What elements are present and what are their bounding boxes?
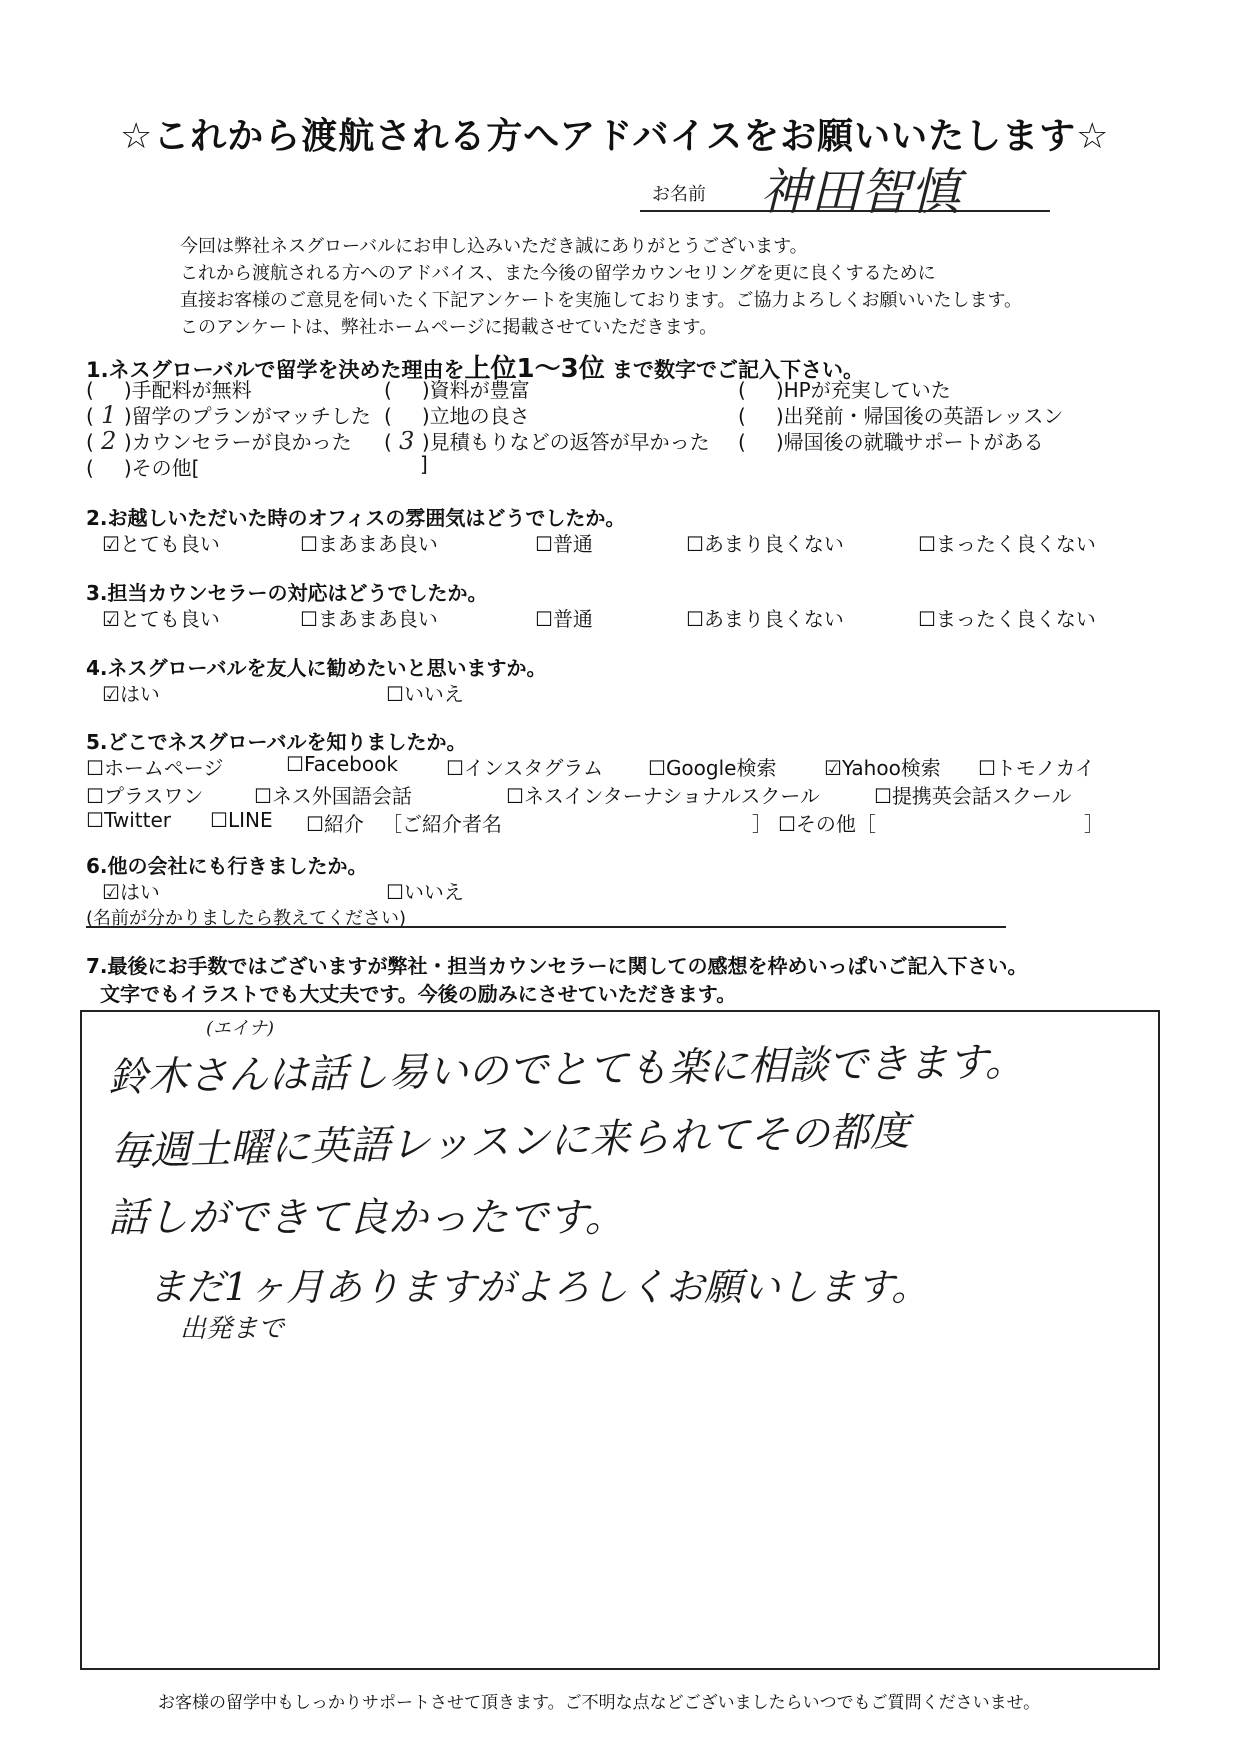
q5-option[interactable]: ☐Twitter	[86, 808, 171, 832]
name-label: お名前	[652, 184, 706, 205]
checkbox-icon[interactable]: ☐	[686, 532, 704, 556]
q5-other-close: ］	[1084, 812, 1104, 836]
q5-referrer-close: ］	[752, 812, 772, 836]
q1-option[interactable]: ( )帰国後の就職サポートがある	[738, 430, 1044, 454]
intro-line-2: これから渡航される方へのアドバイス、また今後の留学カウンセリングを更に良くするために	[180, 263, 936, 284]
checkbox-icon: ☐	[778, 812, 796, 836]
checkbox-icon[interactable]: ☐	[686, 607, 704, 631]
q5-option[interactable]: ☐Facebook	[286, 752, 398, 776]
q1-title-b: 上位1～3位	[464, 354, 605, 384]
q1-option[interactable]: ( )資料が豊富	[384, 378, 530, 402]
q6-option[interactable]: ☑はい	[102, 880, 160, 904]
q6-answer-line[interactable]	[86, 926, 1006, 928]
checkbox-icon: ☐	[86, 784, 104, 808]
q3-option[interactable]: ☐あまり良くない	[686, 607, 844, 631]
q1-title-a: 1.ネスグローバルで留学を決めた理由を	[86, 358, 465, 382]
q2-title: 2.お越しいただいた時のオフィスの雰囲気はどうでしたか。	[86, 506, 626, 530]
q5-option[interactable]: ☐LINE	[210, 808, 273, 832]
q1-option[interactable]: ( 1 )留学のプランがマッチした	[86, 401, 371, 429]
handwritten-line-4: まだ1ヶ月ありますがよろしくお願いします。	[148, 1265, 930, 1309]
q3-option[interactable]: ☐まあまあ良い	[300, 607, 438, 631]
q1-option-other[interactable]: ( )その他[	[86, 456, 200, 480]
q3-option[interactable]: ☐まったく良くない	[918, 607, 1096, 631]
checkbox-icon[interactable]: ☐	[918, 532, 936, 556]
q7-title-2: 文字でもイラストでも大丈夫です。今後の励みにさせていただきます。	[100, 982, 737, 1006]
checkbox-checked-icon[interactable]: ☑	[102, 682, 120, 706]
page-title: ☆これから渡航される方へアドバイスをお願いいたします☆	[120, 116, 1110, 157]
checkbox-icon[interactable]: ☐	[535, 532, 553, 556]
q5-title: 5.どこでネスグローバルを知りましたか。	[86, 730, 467, 754]
handwritten-line-5: 出発まで	[180, 1314, 285, 1344]
name-underline	[640, 210, 1050, 212]
q2-option[interactable]: ☐あまり良くない	[686, 532, 844, 556]
checkbox-icon: ☐	[86, 808, 104, 832]
q1-option[interactable]: ( 2 )カウンセラーが良かった	[86, 427, 352, 455]
q1-option[interactable]: ( 3 )見積もりなどの返答が早かった	[384, 427, 710, 455]
q5-option[interactable]: ☐ネスインターナショナルスクール	[506, 784, 820, 808]
checkbox-icon: ☐	[978, 756, 996, 780]
q3-option[interactable]: ☑とても良い	[102, 607, 220, 631]
q5-option[interactable]: ☐提携英会話スクール	[874, 784, 1072, 808]
checkbox-icon[interactable]: ☐	[535, 607, 553, 631]
handwritten-line-2: 毎週土曜に英語レッスンに来られてその都度	[109, 1108, 911, 1176]
q4-option[interactable]: ☐いいえ	[386, 682, 464, 706]
q6-option[interactable]: ☐いいえ	[386, 880, 464, 904]
q6-note: (名前が分かりましたら教えてください)	[86, 908, 407, 929]
checkbox-icon: ☐	[306, 812, 324, 836]
q1-option[interactable]: ( )出発前・帰国後の英語レッスン	[738, 404, 1064, 428]
footer-note: お客様の留学中もしっかりサポートさせて頂きます。ご不明な点などございましたらいつでもご質問くださいませ。	[158, 1693, 1041, 1713]
q5-option[interactable]: ☐紹介	[306, 812, 364, 836]
q5-option[interactable]: ☐Google検索	[648, 756, 777, 780]
checkbox-checked-icon[interactable]: ☑	[102, 607, 120, 631]
q5-other[interactable]: ☐その他［	[778, 812, 876, 836]
q3-title: 3.担当カウンセラーの対応はどうでしたか。	[86, 581, 488, 605]
checkbox-icon[interactable]: ☐	[386, 682, 404, 706]
checkbox-icon[interactable]: ☐	[300, 607, 318, 631]
checkbox-checked-icon[interactable]: ☑	[102, 880, 120, 904]
q2-option[interactable]: ☐普通	[535, 532, 593, 556]
checkbox-icon: ☐	[86, 756, 104, 780]
checkbox-icon: ☐	[286, 752, 304, 776]
q7-title-1: 7.最後にお手数ではございますが弊社・担当カウンセラーに関しての感想を枠めいっぱいご記入下さい。	[86, 954, 1028, 978]
q5-option[interactable]: ☐プラスワン	[86, 784, 204, 808]
checkbox-icon: ☐	[446, 756, 464, 780]
intro-line-3: 直接お客様のご意見を伺いたく下記アンケートを実施しております。ご協力よろしくお願いいたします。	[180, 290, 1023, 311]
checkbox-icon: ☐	[210, 808, 228, 832]
q6-title: 6.他の会社にも行きましたか。	[86, 854, 368, 878]
name-value: 神田智慎	[760, 163, 960, 221]
intro-line-1: 今回は弊社ネスグローバルにお申し込みいただき誠にありがとうございます。	[180, 236, 808, 257]
checkbox-checked-icon[interactable]: ☑	[102, 532, 120, 556]
q4-option[interactable]: ☑はい	[102, 682, 160, 706]
q3-option[interactable]: ☐普通	[535, 607, 593, 631]
checkbox-icon: ☐	[506, 784, 524, 808]
q1-option[interactable]: ( )手配料が無料	[86, 378, 252, 402]
checkbox-icon: ☐	[648, 756, 666, 780]
checkbox-icon: ☐	[874, 784, 892, 808]
handwritten-line-3: 話しができて良かったです。	[108, 1195, 625, 1241]
q1-option[interactable]: ( )HPが充実していた	[738, 378, 951, 402]
q2-option[interactable]: ☐まあまあ良い	[300, 532, 438, 556]
q5-option[interactable]: ☐ホームページ	[86, 756, 224, 780]
q4-title: 4.ネスグローバルを友人に勧めたいと思いますか。	[86, 656, 547, 680]
q2-option[interactable]: ☑とても良い	[102, 532, 220, 556]
handwritten-ruby: (エイナ)	[206, 1018, 275, 1039]
checkbox-icon[interactable]: ☐	[918, 607, 936, 631]
intro-line-4: このアンケートは、弊社ホームページに掲載させていただきます。	[180, 317, 718, 338]
q5-option[interactable]: ☐ネス外国語会話	[254, 784, 412, 808]
q5-option[interactable]: ☐インスタグラム	[446, 756, 604, 780]
checkbox-icon[interactable]: ☐	[300, 532, 318, 556]
q5-option[interactable]: ☑Yahoo検索	[824, 756, 941, 780]
handwritten-line-1: 鈴木さんは話し易いのでとても楽に相談できます。	[107, 1039, 1026, 1101]
q1-option[interactable]: ( )立地の良さ	[384, 404, 530, 428]
checkbox-icon[interactable]: ☐	[386, 880, 404, 904]
checkbox-icon: ☐	[254, 784, 272, 808]
q2-option[interactable]: ☐まったく良くない	[918, 532, 1096, 556]
checkbox-checked-icon: ☑	[824, 756, 842, 780]
q5-referrer-label: ［ご紹介者名	[382, 812, 502, 836]
q1-title-c: まで数字でご記入下さい。	[612, 358, 865, 382]
q5-option[interactable]: ☐トモノカイ	[978, 756, 1095, 780]
q1-other-close: ]	[420, 452, 428, 476]
